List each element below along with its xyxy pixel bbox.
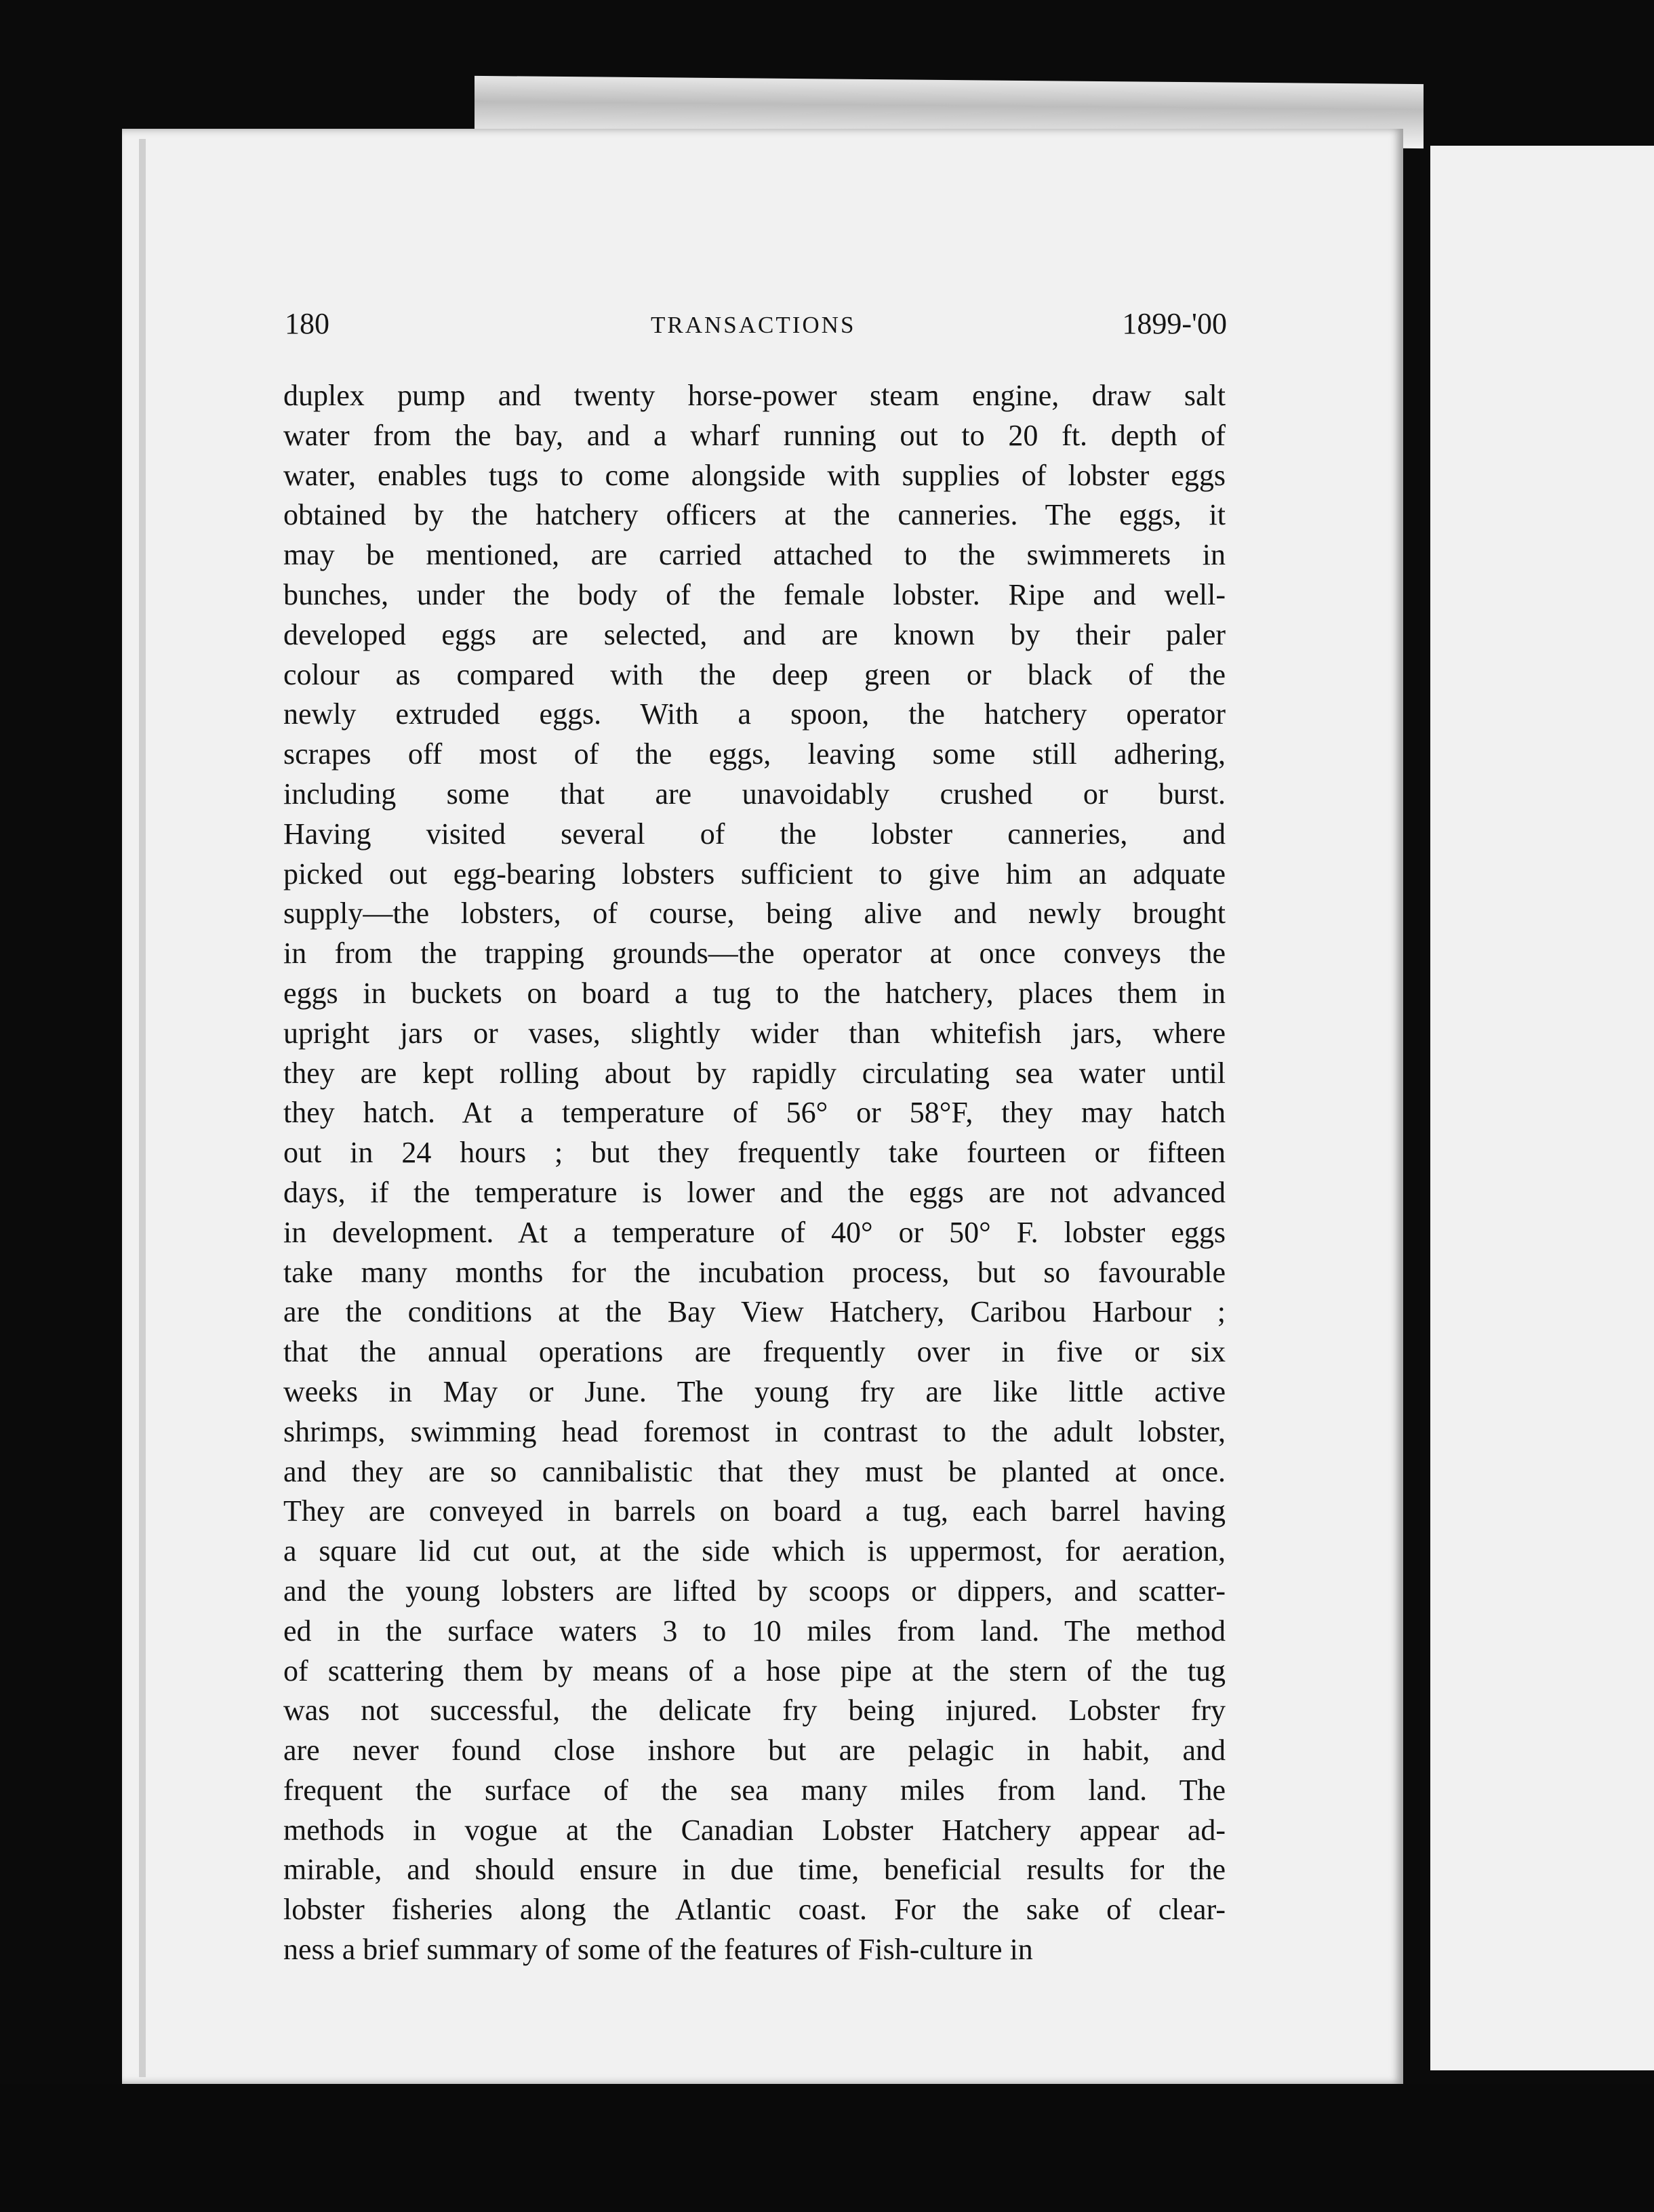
text-line: and the young lobsters are lifted by scoops or dippers, and scatter- <box>283 1574 1226 1607</box>
text-line: may be mentioned, are carried attached to the swimmerets in <box>283 538 1226 572</box>
facing-page <box>1430 146 1654 2070</box>
text-line: upright jars or vases, slightly wider than whitefish jars, where <box>283 1016 1226 1050</box>
text-line: and they are so cannibalistic that they must be planted at once. <box>283 1454 1226 1488</box>
text-line: scrapes off most of the eggs, leaving some still adhering, <box>283 737 1226 771</box>
body-text <box>283 376 1226 1970</box>
text-line: bunches, under the body of the female lobster. Ripe and well- <box>283 577 1226 611</box>
text-line: duplex pump and twenty horse-power steam engine, draw salt <box>283 379 1226 412</box>
text-line: lobster fisheries along the Atlantic coast. For the sake of clear- <box>283 1893 1226 1927</box>
text-line: take many months for the incubation process, but so favourable <box>283 1255 1226 1289</box>
text-line: picked out egg-bearing lobsters sufficient to give him an adquate <box>283 857 1226 890</box>
text-line: in development. At a temperature of 40° or 50° F. lobster eggs <box>283 1215 1226 1249</box>
text-line: are the conditions at the Bay View Hatchery, Caribou Harbour ; <box>283 1295 1226 1329</box>
text-line: water, enables tugs to come alongside with supplies of lobster eggs <box>283 458 1226 492</box>
text-line: they hatch. At a temperature of 56° or 58°F, they may hatch <box>283 1096 1226 1130</box>
text-line: frequent the surface of the sea many miles from land. The <box>283 1773 1226 1807</box>
text-line: was not successful, the delicate fry being injured. Lobster fry <box>283 1694 1226 1727</box>
text-line: methods in vogue at the Canadian Lobster Hatchery appear ad- <box>283 1813 1226 1847</box>
text-line: shrimps, swimming head foremost in contrast to the adult lobster, <box>283 1414 1226 1448</box>
text-line: obtained by the hatchery officers at the canneries. The eggs, it <box>283 498 1226 532</box>
text-line: ed in the surface waters 3 to 10 miles from land. The method <box>283 1614 1226 1647</box>
text-line: developed eggs are selected, and are known by their paler <box>283 617 1226 651</box>
text-line: colour as compared with the deep green or black of the <box>283 657 1226 691</box>
text-line: days, if the temperature is lower and the eggs are not advanced <box>283 1175 1226 1209</box>
text-line: out in 24 hours ; but they frequently take fourteen or fifteen <box>283 1136 1226 1170</box>
text-line: they are kept rolling about by rapidly circulating sea water until <box>283 1056 1226 1090</box>
text-line: eggs in buckets on board a tug to the hatchery, places them in <box>283 976 1226 1010</box>
page-number: 180 <box>285 307 329 340</box>
text-line: a square lid cut out, at the side which is uppermost, for aeration, <box>283 1534 1226 1568</box>
text-line: are never found close inshore but are pelagic in habit, and <box>283 1734 1226 1767</box>
text-line: supply—the lobsters, of course, being alive and newly brought <box>283 897 1226 930</box>
page-header <box>285 306 1227 347</box>
text-line: They are conveyed in barrels on board a tug, each barrel having <box>283 1494 1226 1528</box>
text-line: ness a brief summary of some of the features of Fish-culture in <box>283 1933 1033 1967</box>
text-line: of scattering them by means of a hose pipe at the stern of the tug <box>283 1654 1226 1687</box>
text-line: Having visited several of the lobster canneries, and <box>283 817 1226 851</box>
volume-year: 1899-'00 <box>1122 307 1227 340</box>
page-edge <box>139 139 146 2077</box>
text-line: newly extruded eggs. With a spoon, the hatchery operator <box>283 697 1226 731</box>
text-line: that the annual operations are frequently over in five or six <box>283 1335 1226 1369</box>
text-line: weeks in May or June. The young fry are like little active <box>283 1374 1226 1408</box>
text-line: in from the trapping grounds—the operator at once conveys the <box>283 937 1226 970</box>
text-line: including some that are unavoidably crushed or burst. <box>283 777 1226 811</box>
running-title: TRANSACTIONS <box>651 312 856 338</box>
text-line: mirable, and should ensure in due time, beneficial results for the <box>283 1853 1226 1887</box>
text-line: water from the bay, and a wharf running out to 20 ft. depth of <box>283 418 1226 452</box>
scan-background <box>0 2084 1654 2212</box>
